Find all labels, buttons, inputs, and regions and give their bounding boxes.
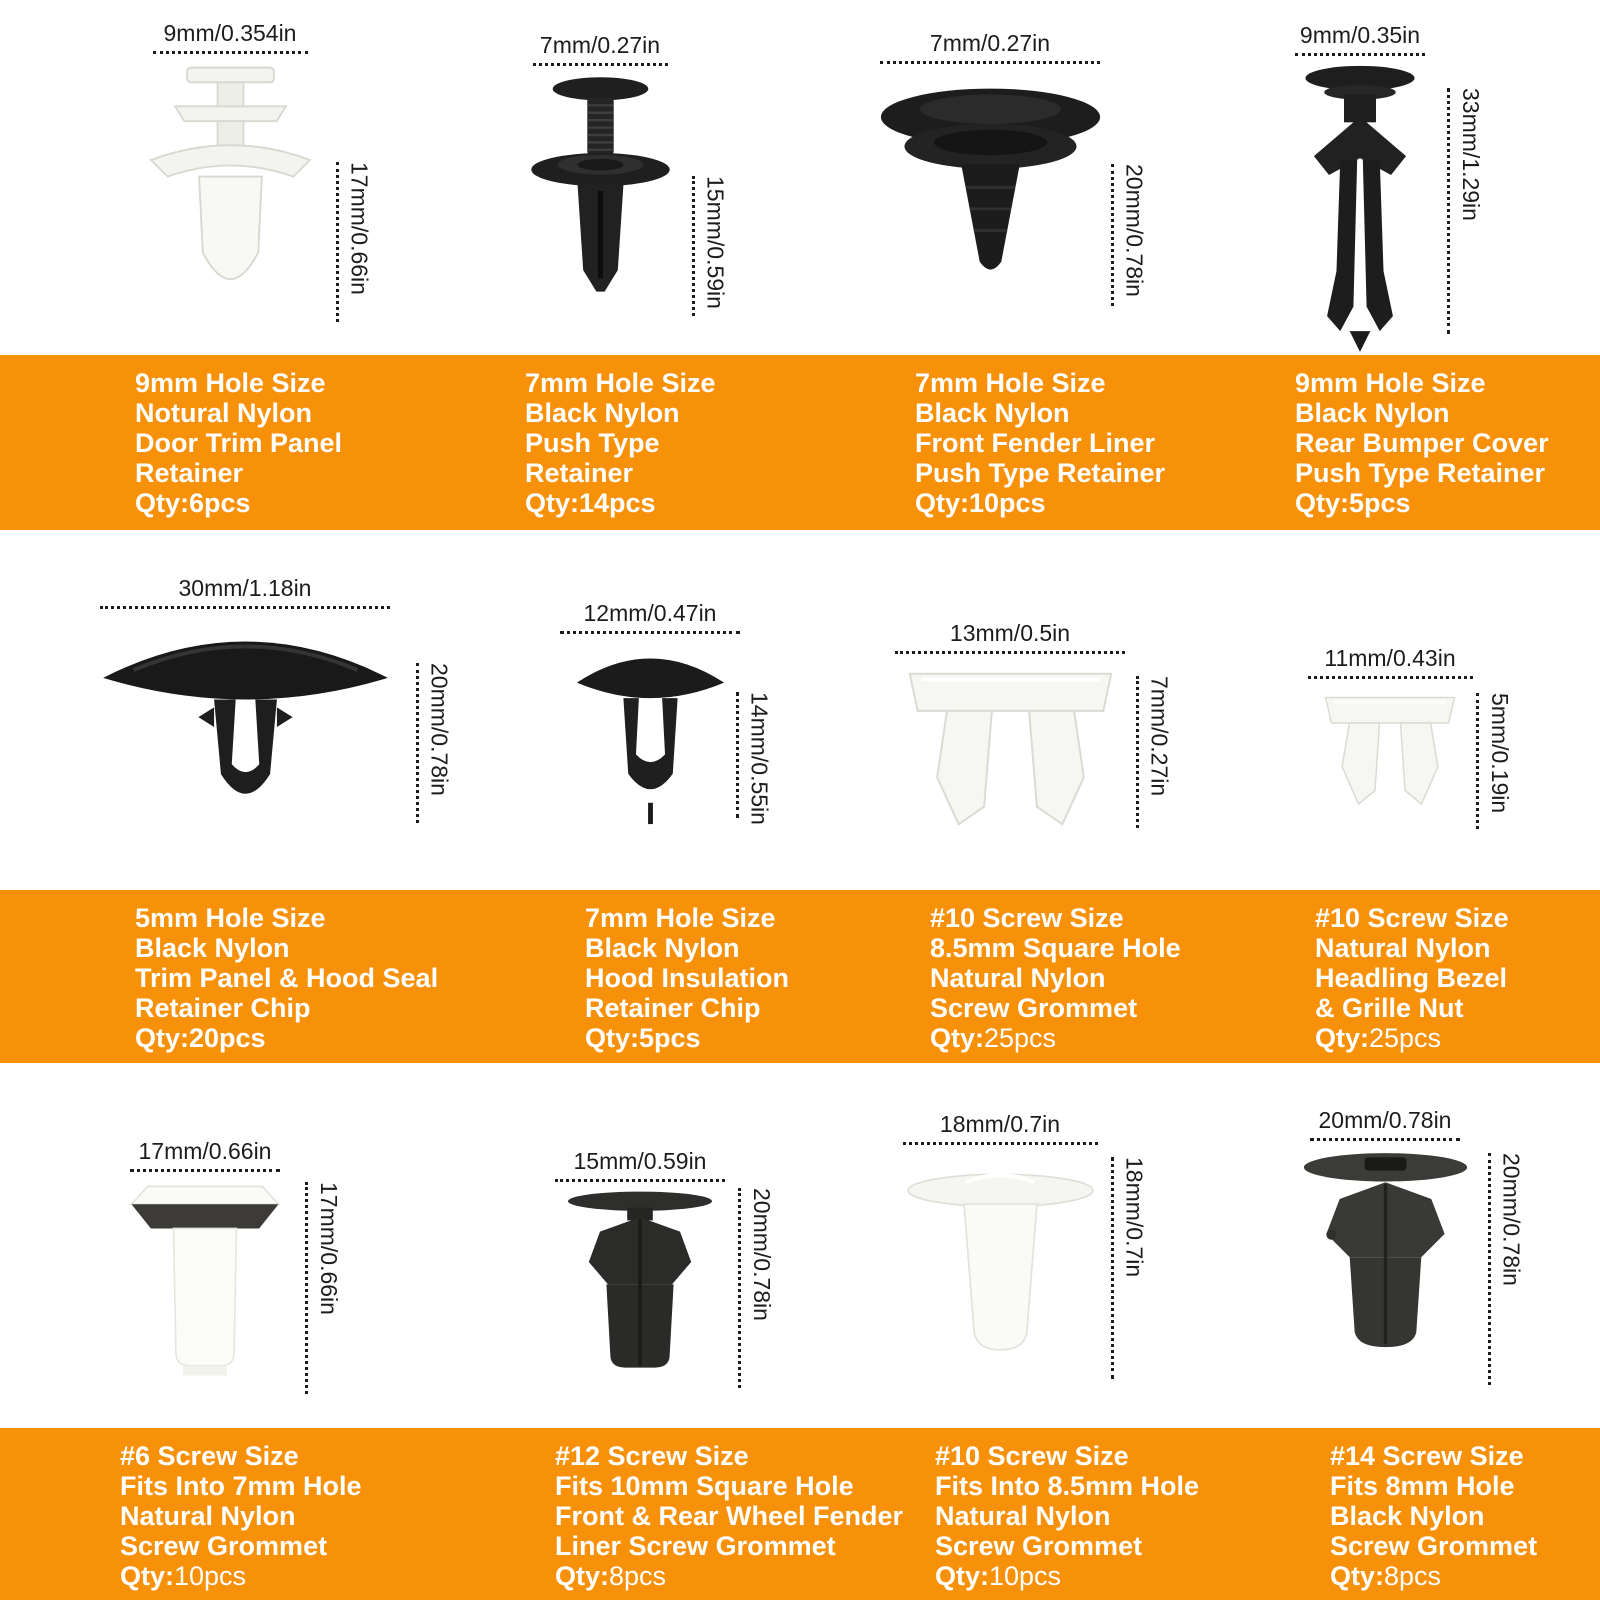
width-dimension-line — [533, 63, 668, 66]
height-dimension-line — [1488, 1153, 1491, 1385]
spec-qty-line — [135, 1023, 438, 1053]
spec-block — [555, 1441, 903, 1591]
spec-block — [1295, 368, 1549, 518]
width-dimension — [1308, 645, 1473, 679]
spec-line: Natural Nylon — [1315, 933, 1491, 963]
width-dimension — [130, 1138, 280, 1172]
square-hole-screw-grommet-photo — [898, 662, 1123, 838]
height-dimension — [416, 663, 453, 823]
width-dimension-label: 12mm/0.47in — [583, 600, 717, 626]
height-dimension — [1136, 676, 1173, 828]
product-cell-door-trim-retainer — [30, 0, 430, 355]
height-dimension-label: 33mm/1.29in — [1458, 88, 1484, 221]
width-dimension — [560, 600, 740, 634]
spec-line: Liner Screw Grommet — [555, 1531, 836, 1561]
clip-photo-wrap — [1280, 64, 1484, 365]
height-dimension-line — [336, 162, 339, 322]
spec-line: Fits 8mm Hole — [1330, 1471, 1515, 1501]
width-dimension — [1295, 22, 1425, 56]
spec-line: 5mm Hole Size — [135, 903, 326, 933]
spec-block — [930, 903, 1181, 1053]
spec-banner-2 — [0, 890, 1600, 1063]
qty-label: Qty: — [930, 1023, 984, 1053]
height-dimension — [692, 176, 729, 316]
spec-line: Black Nylon — [135, 933, 290, 963]
qty-value: 10pcs — [989, 1561, 1062, 1591]
width-dimension-line — [895, 651, 1125, 654]
height-dimension — [336, 162, 373, 322]
spec-qty-line — [935, 1561, 1199, 1591]
spec-banner-1 — [0, 355, 1600, 530]
width-dimension — [880, 30, 1100, 64]
qty-value: 20pcs — [189, 1023, 266, 1053]
fender-liner-screw-grommet-photo — [560, 1190, 720, 1378]
clip-photo-wrap — [903, 1153, 1148, 1361]
clip-photo-wrap — [560, 1188, 775, 1378]
width-dimension-label: 7mm/0.27in — [929, 30, 1051, 56]
width-dimension-line — [880, 61, 1100, 64]
door-trim-retainer-clip-photo — [138, 62, 323, 330]
spec-block — [935, 1441, 1199, 1591]
spec-line: #10 Screw Size — [935, 1441, 1129, 1471]
height-dimension-label: 17mm/0.66in — [346, 162, 373, 295]
product-cell-headling-bezel-nut — [1190, 530, 1590, 890]
qty-label: Qty: — [585, 1023, 639, 1053]
spec-line: Black Nylon — [915, 398, 1070, 428]
height-dimension-line — [1447, 88, 1450, 334]
height-dimension-line — [1111, 1157, 1114, 1379]
spec-line: 9mm Hole Size — [1295, 368, 1486, 398]
width-dimension — [903, 1111, 1098, 1145]
width-dimension-line — [1295, 53, 1425, 56]
width-dimension — [533, 32, 668, 66]
product-cell-fender-liner-retainer — [790, 0, 1190, 355]
spec-line: #12 Screw Size — [555, 1441, 749, 1471]
height-dimension — [305, 1182, 342, 1394]
width-dimension — [153, 20, 308, 54]
qty-label: Qty: — [1315, 1023, 1369, 1053]
spec-line: Screw Grommet — [120, 1531, 328, 1561]
qty-value: 5pcs — [1349, 488, 1411, 518]
width-dimension — [895, 620, 1125, 654]
height-dimension — [1111, 164, 1148, 306]
spec-line: Retainer — [525, 458, 634, 488]
spec-block — [135, 368, 342, 518]
spec-line: Retainer Chip — [135, 993, 311, 1023]
spec-qty-line — [555, 1561, 903, 1591]
spec-qty-line — [135, 488, 342, 518]
product-cell-hood-seal-retainer — [45, 530, 453, 890]
height-dimension-label: 20mm/0.78in — [426, 663, 453, 796]
product-cell-push-type-retainer — [400, 0, 800, 355]
spec-line: Retainer — [135, 458, 244, 488]
product-cell-screw-grommet-14 — [1185, 1063, 1585, 1428]
spec-block — [120, 1441, 362, 1591]
spec-line: Push Type Retainer — [915, 458, 1166, 488]
spec-qty-line — [1315, 1023, 1509, 1053]
spec-line: Front Fender Liner — [915, 428, 1156, 458]
qty-label: Qty: — [135, 1023, 189, 1053]
product-cell-screw-grommet-10 — [800, 1063, 1200, 1428]
height-dimension — [736, 692, 773, 825]
height-dimension-line — [692, 176, 695, 316]
spec-line: & Grille Nut — [1315, 993, 1464, 1023]
width-dimension-line — [130, 1169, 280, 1172]
width-dimension-line — [555, 1179, 725, 1182]
product-cell-screw-grommet-6 — [5, 1063, 405, 1428]
clip-photo-wrap — [120, 1180, 342, 1382]
qty-value: 6pcs — [189, 488, 251, 518]
height-dimension-line — [416, 663, 419, 823]
height-dimension-label: 18mm/0.7in — [1121, 1157, 1148, 1278]
spec-line: Natural Nylon — [935, 1501, 1111, 1531]
clip-photo-wrap — [873, 72, 1148, 297]
height-dimension — [1447, 88, 1484, 334]
width-dimension-label: 9mm/0.35in — [1299, 22, 1421, 48]
clip-photo-wrap — [518, 74, 729, 313]
qty-value: 5pcs — [639, 1023, 701, 1053]
spec-line: Door Trim Panel — [135, 428, 343, 458]
hood-insulation-retainer-clip-photo — [573, 642, 728, 826]
spec-block — [1330, 1441, 1537, 1591]
width-dimension-line — [153, 51, 308, 54]
spec-qty-line — [930, 1023, 1181, 1053]
width-dimension-label: 9mm/0.354in — [163, 20, 297, 46]
spec-qty-line — [1330, 1561, 1537, 1591]
spec-block — [525, 368, 716, 518]
spec-line: 9mm Hole Size — [135, 368, 326, 398]
product-cell-hood-insulation-retainer — [450, 530, 850, 890]
screw-grommet-14-photo — [1298, 1149, 1473, 1353]
clip-photo-wrap — [138, 62, 373, 330]
clip-photo-wrap — [1315, 687, 1513, 822]
spec-line: Black Nylon — [1295, 398, 1450, 428]
spec-line: Black Nylon — [525, 398, 680, 428]
clip-photo-wrap — [573, 642, 773, 826]
width-dimension-label: 11mm/0.43in — [1324, 645, 1456, 671]
clip-photo-wrap — [98, 617, 453, 833]
width-dimension-label: 17mm/0.66in — [138, 1138, 272, 1164]
spec-line: Screw Grommet — [935, 1531, 1143, 1561]
fender-liner-retainer-clip-photo — [873, 72, 1108, 297]
spec-line: Push Type — [525, 428, 660, 458]
spec-banner-3 — [0, 1428, 1600, 1600]
width-dimension-label: 20mm/0.78in — [1318, 1107, 1452, 1133]
spec-line: Natural Nylon — [930, 963, 1106, 993]
spec-block — [1315, 903, 1509, 1053]
qty-label: Qty: — [525, 488, 579, 518]
height-dimension-line — [736, 692, 739, 818]
height-dimension-label: 17mm/0.66in — [316, 1182, 342, 1315]
spec-line: Screw Grommet — [930, 993, 1138, 1023]
spec-line: Headling Bezel — [1315, 963, 1508, 993]
qty-value: 8pcs — [609, 1561, 667, 1591]
height-dimension-label: 20mm/0.78in — [749, 1188, 775, 1321]
product-cell-fender-liner-grommet — [440, 1063, 840, 1428]
width-dimension-label: 7mm/0.27in — [539, 32, 661, 58]
bumper-cover-retainer-clip-photo — [1280, 64, 1440, 365]
photo-row-3 — [0, 1063, 1600, 1428]
spec-line: 7mm Hole Size — [585, 903, 776, 933]
spec-line: Fits Into 7mm Hole — [120, 1471, 362, 1501]
spec-block — [585, 903, 789, 1053]
spec-line: Fits 10mm Square Hole — [555, 1471, 854, 1501]
photo-row-1 — [0, 0, 1600, 355]
qty-label: Qty: — [135, 488, 189, 518]
qty-value: 25pcs — [1369, 1023, 1442, 1053]
spec-line: Black Nylon — [1330, 1501, 1485, 1531]
spec-block — [135, 903, 438, 1053]
height-dimension-label: 14mm/0.55in — [746, 692, 773, 825]
height-dimension — [738, 1188, 775, 1388]
spec-line: #14 Screw Size — [1330, 1441, 1524, 1471]
spec-line: #10 Screw Size — [1315, 903, 1509, 933]
spec-line: Trim Panel & Hood Seal — [135, 963, 439, 993]
qty-label: Qty: — [935, 1561, 989, 1591]
qty-value: 25pcs — [984, 1023, 1057, 1053]
spec-line: Retainer Chip — [585, 993, 761, 1023]
spec-line: #6 Screw Size — [120, 1441, 299, 1471]
spec-qty-line — [585, 1023, 789, 1053]
qty-value: 10pcs — [969, 488, 1046, 518]
height-dimension-line — [305, 1182, 308, 1394]
width-dimension-label: 30mm/1.18in — [178, 575, 312, 601]
height-dimension-label: 15mm/0.59in — [702, 176, 729, 309]
width-dimension — [1310, 1107, 1460, 1141]
clip-photo-wrap — [898, 662, 1173, 838]
photo-row-2 — [0, 530, 1600, 890]
qty-value: 14pcs — [579, 488, 656, 518]
width-dimension-line — [100, 606, 390, 609]
width-dimension-label: 15mm/0.59in — [573, 1148, 707, 1174]
height-dimension — [1111, 1157, 1148, 1379]
spec-block — [915, 368, 1165, 518]
height-dimension-line — [1111, 164, 1114, 306]
height-dimension-label: 5mm/0.19in — [1487, 693, 1513, 814]
push-type-retainer-clip-photo — [518, 74, 683, 313]
spec-line: 7mm Hole Size — [525, 368, 716, 398]
height-dimension — [1488, 1153, 1525, 1385]
spec-line: Black Nylon — [585, 933, 740, 963]
qty-label: Qty: — [915, 488, 969, 518]
height-dimension-label: 20mm/0.78in — [1121, 164, 1148, 297]
headling-bezel-grille-nut-photo — [1315, 687, 1465, 822]
spec-qty-line — [120, 1561, 362, 1591]
hood-seal-retainer-clip-photo — [98, 617, 393, 833]
qty-label: Qty: — [120, 1561, 174, 1591]
width-dimension-label: 13mm/0.5in — [949, 620, 1071, 646]
height-dimension-label: 7mm/0.27in — [1146, 676, 1173, 797]
width-dimension-label: 18mm/0.7in — [939, 1111, 1061, 1137]
spec-qty-line — [1295, 488, 1549, 518]
width-dimension-line — [1308, 676, 1473, 679]
clip-photo-wrap — [1298, 1149, 1525, 1353]
spec-line: Push Type Retainer — [1295, 458, 1546, 488]
spec-line: Natural Nylon — [120, 1501, 296, 1531]
qty-label: Qty: — [1295, 488, 1349, 518]
height-dimension-line — [1136, 676, 1139, 828]
width-dimension — [100, 575, 390, 609]
spec-line: Screw Grommet — [1330, 1531, 1538, 1561]
product-cell-square-hole-grommet — [810, 530, 1210, 890]
width-dimension-line — [903, 1142, 1098, 1145]
qty-label: Qty: — [1330, 1561, 1384, 1591]
spec-qty-line — [915, 488, 1165, 518]
spec-line: 8.5mm Square Hole — [930, 933, 1181, 963]
spec-line: Fits Into 8.5mm Hole — [935, 1471, 1200, 1501]
spec-line: 7mm Hole Size — [915, 368, 1106, 398]
spec-line: Notural Nylon — [135, 398, 313, 428]
product-cell-bumper-cover-retainer — [1160, 0, 1560, 355]
height-dimension — [1476, 693, 1513, 829]
height-dimension-line — [1476, 693, 1479, 829]
width-dimension-line — [1310, 1138, 1460, 1141]
qty-value: 8pcs — [1384, 1561, 1442, 1591]
spec-line: Hood Insulation — [585, 963, 789, 993]
spec-qty-line — [525, 488, 716, 518]
spec-line: Front & Rear Wheel Fender — [555, 1501, 904, 1531]
width-dimension-line — [560, 631, 740, 634]
qty-label: Qty: — [555, 1561, 609, 1591]
height-dimension-label: 20mm/0.78in — [1498, 1153, 1525, 1286]
height-dimension-line — [738, 1188, 741, 1388]
spec-line: Rear Bumper Cover — [1295, 428, 1549, 458]
screw-grommet-6-photo — [120, 1180, 290, 1382]
width-dimension — [555, 1148, 725, 1182]
screw-grommet-10-photo — [903, 1153, 1098, 1361]
qty-value: 10pcs — [174, 1561, 247, 1591]
spec-line: #10 Screw Size — [930, 903, 1124, 933]
